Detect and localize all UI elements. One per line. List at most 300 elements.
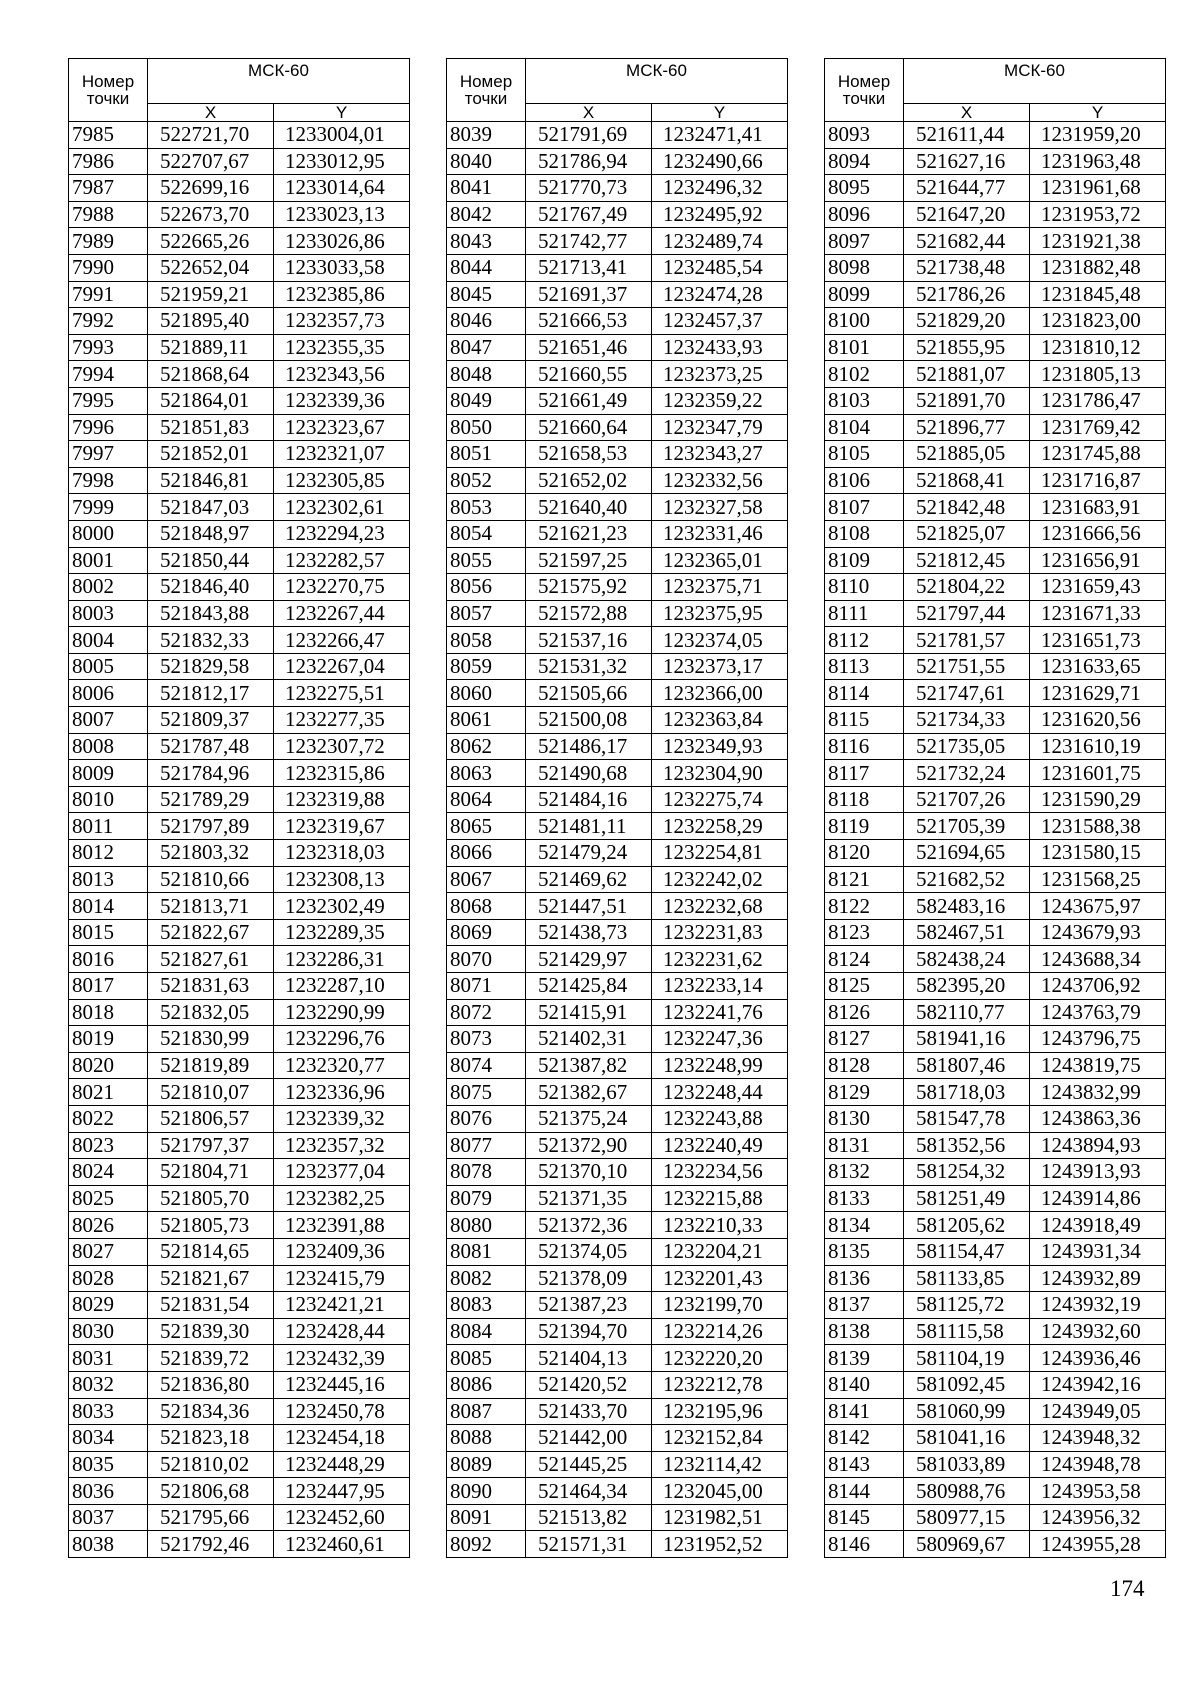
- x-coordinate-cell: 521787,48: [148, 733, 274, 760]
- x-coordinate-cell: 521786,26: [904, 281, 1030, 308]
- x-coordinate-cell: 521420,52: [526, 1371, 652, 1398]
- point-number-cell: 8063: [447, 760, 526, 787]
- y-coordinate-cell: 1232485,54: [652, 254, 788, 281]
- table-row: [447, 1398, 788, 1425]
- x-coordinate-cell: 582395,20: [904, 973, 1030, 1000]
- x-coordinate-cell: 521891,70: [904, 387, 1030, 414]
- x-coordinate-cell: 521713,41: [526, 254, 652, 281]
- x-coordinate-cell: 521804,71: [148, 1159, 274, 1186]
- x-coordinate-cell: 521843,88: [148, 600, 274, 627]
- table-row: [825, 1238, 1166, 1265]
- table-row: [825, 387, 1166, 414]
- table-row: [447, 680, 788, 707]
- y-coordinate-cell: 1232382,25: [274, 1185, 410, 1212]
- point-number-cell: 8084: [447, 1318, 526, 1345]
- point-number-cell: 7991: [69, 281, 148, 308]
- x-coordinate-cell: 521747,61: [904, 680, 1030, 707]
- x-coordinate-cell: 521490,68: [526, 760, 652, 787]
- table-row: [825, 1185, 1166, 1212]
- y-coordinate-cell: 1232460,61: [274, 1531, 410, 1558]
- point-number-cell: 8113: [825, 653, 904, 680]
- point-number-cell: 8048: [447, 361, 526, 388]
- point-number-header: Номер точки: [825, 59, 904, 122]
- y-coordinate-cell: 1232234,56: [652, 1159, 788, 1186]
- table-row: [825, 148, 1166, 175]
- x-coordinate-cell: 521442,00: [526, 1425, 652, 1452]
- table-row: [825, 1265, 1166, 1292]
- x-coordinate-cell: 521781,57: [904, 627, 1030, 654]
- point-number-cell: 8115: [825, 707, 904, 734]
- table-row: [447, 1185, 788, 1212]
- table-row: [447, 733, 788, 760]
- y-coordinate-cell: 1232254,81: [652, 840, 788, 867]
- x-coordinate-cell: 521370,10: [526, 1159, 652, 1186]
- table-row: [825, 1531, 1166, 1558]
- point-number-cell: 8004: [69, 627, 148, 654]
- table-row: [825, 627, 1166, 654]
- point-number-cell: 8034: [69, 1425, 148, 1452]
- table-row: [69, 1345, 410, 1372]
- x-coordinate-cell: 581254,32: [904, 1159, 1030, 1186]
- x-coordinate-cell: 521839,30: [148, 1318, 274, 1345]
- y-coordinate-cell: 1232490,66: [652, 148, 788, 175]
- point-number-cell: 8129: [825, 1079, 904, 1106]
- x-coordinate-cell: 521810,02: [148, 1451, 274, 1478]
- y-coordinate-cell: 1232409,36: [274, 1238, 410, 1265]
- x-coordinate-cell: 521404,13: [526, 1345, 652, 1372]
- coordinates-table-2: [446, 58, 788, 1558]
- point-number-cell: 8058: [447, 627, 526, 654]
- y-coordinate-cell: 1232363,84: [652, 707, 788, 734]
- table-row: [69, 840, 410, 867]
- point-number-cell: 8005: [69, 653, 148, 680]
- x-coordinate-cell: 521868,41: [904, 467, 1030, 494]
- y-coordinate-cell: 1233012,95: [274, 148, 410, 175]
- coordinate-system-header: МСК-60: [904, 59, 1166, 104]
- y-coordinate-cell: 1243763,79: [1030, 999, 1166, 1026]
- point-number-cell: 8047: [447, 334, 526, 361]
- y-coordinate-cell: 1231671,33: [1030, 600, 1166, 627]
- x-coordinate-cell: 521429,97: [526, 946, 652, 973]
- x-coordinate-cell: 522699,16: [148, 175, 274, 202]
- y-coordinate-cell: 1231656,91: [1030, 547, 1166, 574]
- point-number-cell: 8075: [447, 1079, 526, 1106]
- table-row: [69, 281, 410, 308]
- table-row: [825, 254, 1166, 281]
- table-row: [825, 308, 1166, 335]
- point-number-cell: 8008: [69, 733, 148, 760]
- x-coordinate-cell: 521682,52: [904, 866, 1030, 893]
- x-coordinate-cell: 521433,70: [526, 1398, 652, 1425]
- y-coordinate-cell: 1232305,85: [274, 467, 410, 494]
- y-coordinate-cell: 1231961,68: [1030, 175, 1166, 202]
- y-coordinate-cell: 1232343,27: [652, 441, 788, 468]
- y-coordinate-cell: 1232343,56: [274, 361, 410, 388]
- table-row: [69, 308, 410, 335]
- y-coordinate-cell: 1232240,49: [652, 1132, 788, 1159]
- table-row: [447, 600, 788, 627]
- point-number-cell: 8116: [825, 733, 904, 760]
- table-row: [825, 653, 1166, 680]
- y-coordinate-cell: 1232347,79: [652, 414, 788, 441]
- table-row: [69, 760, 410, 787]
- x-coordinate-cell: 521445,25: [526, 1451, 652, 1478]
- x-coordinate-cell: 582110,77: [904, 999, 1030, 1026]
- point-number-cell: 8059: [447, 653, 526, 680]
- y-coordinate-cell: 1232215,88: [652, 1185, 788, 1212]
- point-number-cell: 8119: [825, 813, 904, 840]
- y-coordinate-cell: 1231588,38: [1030, 813, 1166, 840]
- table-row: [447, 334, 788, 361]
- table-row: [825, 760, 1166, 787]
- x-coordinate-cell: 521660,64: [526, 414, 652, 441]
- table-row: [825, 1159, 1166, 1186]
- point-number-cell: 8080: [447, 1212, 526, 1239]
- x-coordinate-cell: 521732,24: [904, 760, 1030, 787]
- y-coordinate-cell: 1231786,47: [1030, 387, 1166, 414]
- point-number-cell: 7985: [69, 122, 148, 149]
- x-coordinate-cell: 521814,65: [148, 1238, 274, 1265]
- table-row: [69, 1185, 410, 1212]
- x-coordinate-cell: 521896,77: [904, 414, 1030, 441]
- point-number-cell: 7994: [69, 361, 148, 388]
- x-coordinate-cell: 521959,21: [148, 281, 274, 308]
- table-row: [825, 919, 1166, 946]
- x-coordinate-cell: 581718,03: [904, 1079, 1030, 1106]
- point-number-cell: 8045: [447, 281, 526, 308]
- point-number-cell: 8099: [825, 281, 904, 308]
- y-coordinate-cell: 1243819,75: [1030, 1052, 1166, 1079]
- point-number-cell: 8025: [69, 1185, 148, 1212]
- x-coordinate-cell: 522665,26: [148, 228, 274, 255]
- point-number-header: Номер точки: [69, 59, 148, 122]
- table-row: [69, 973, 410, 1000]
- point-number-cell: 8141: [825, 1398, 904, 1425]
- point-number-cell: 8051: [447, 441, 526, 468]
- table-row: [69, 1238, 410, 1265]
- y-coordinate-cell: 1232432,39: [274, 1345, 410, 1372]
- point-number-cell: 8074: [447, 1052, 526, 1079]
- point-number-cell: 8136: [825, 1265, 904, 1292]
- point-number-cell: 8103: [825, 387, 904, 414]
- point-number-cell: 8098: [825, 254, 904, 281]
- y-coordinate-cell: 1231590,29: [1030, 786, 1166, 813]
- y-coordinate-cell: 1232375,71: [652, 574, 788, 601]
- x-coordinate-cell: 521661,49: [526, 387, 652, 414]
- x-coordinate-cell: 522721,70: [148, 122, 274, 149]
- table-row: [447, 1478, 788, 1505]
- point-number-cell: 8057: [447, 600, 526, 627]
- point-number-cell: 8088: [447, 1425, 526, 1452]
- y-coordinate-cell: 1232294,23: [274, 520, 410, 547]
- table-row: [447, 1132, 788, 1159]
- table-row: [825, 733, 1166, 760]
- y-coordinate-cell: 1232267,44: [274, 600, 410, 627]
- y-coordinate-cell: 1232320,77: [274, 1052, 410, 1079]
- point-number-cell: 8039: [447, 122, 526, 149]
- y-coordinate-cell: 1232474,28: [652, 281, 788, 308]
- table-row: [69, 1504, 410, 1531]
- point-number-cell: 8105: [825, 441, 904, 468]
- table-row: [825, 893, 1166, 920]
- y-coordinate-cell: 1232336,96: [274, 1079, 410, 1106]
- x-coordinate-cell: 581547,78: [904, 1105, 1030, 1132]
- table-row: [447, 1052, 788, 1079]
- point-number-cell: 8082: [447, 1265, 526, 1292]
- x-coordinate-cell: 521644,77: [904, 175, 1030, 202]
- x-coordinate-cell: 521537,16: [526, 627, 652, 654]
- table-row: [69, 441, 410, 468]
- y-coordinate-cell: 1243675,97: [1030, 893, 1166, 920]
- point-number-cell: 8106: [825, 467, 904, 494]
- table-row: [825, 334, 1166, 361]
- y-coordinate-cell: 1232204,21: [652, 1238, 788, 1265]
- x-coordinate-cell: 521484,16: [526, 786, 652, 813]
- y-coordinate-cell: 1232331,46: [652, 520, 788, 547]
- table-row: [447, 813, 788, 840]
- y-coordinate-cell: 1232045,00: [652, 1478, 788, 1505]
- y-coordinate-cell: 1232308,13: [274, 866, 410, 893]
- table-row: [447, 973, 788, 1000]
- y-coordinate-cell: 1232385,86: [274, 281, 410, 308]
- y-coordinate-cell: 1232270,75: [274, 574, 410, 601]
- point-number-cell: 8108: [825, 520, 904, 547]
- x-coordinate-cell: 521372,90: [526, 1132, 652, 1159]
- x-coordinate-cell: 521836,80: [148, 1371, 274, 1398]
- x-coordinate-cell: 521666,53: [526, 308, 652, 335]
- x-coordinate-cell: 581041,16: [904, 1425, 1030, 1452]
- x-coordinate-cell: 521848,97: [148, 520, 274, 547]
- y-coordinate-cell: 1232231,62: [652, 946, 788, 973]
- table-row: [69, 175, 410, 202]
- y-coordinate-cell: 1232296,76: [274, 1026, 410, 1053]
- y-coordinate-cell: 1232339,32: [274, 1105, 410, 1132]
- table-row: [825, 414, 1166, 441]
- table-row: [447, 627, 788, 654]
- point-number-cell: 8142: [825, 1425, 904, 1452]
- x-coordinate-cell: 521691,37: [526, 281, 652, 308]
- point-number-cell: 8010: [69, 786, 148, 813]
- x-coordinate-cell: 521372,36: [526, 1212, 652, 1239]
- y-coordinate-cell: 1231823,00: [1030, 308, 1166, 335]
- x-coordinate-cell: 521792,46: [148, 1531, 274, 1558]
- table-row: [447, 919, 788, 946]
- point-number-cell: 8042: [447, 201, 526, 228]
- y-coordinate-cell: 1231629,71: [1030, 680, 1166, 707]
- y-coordinate-cell: 1232248,44: [652, 1079, 788, 1106]
- x-coordinate-cell: 521881,07: [904, 361, 1030, 388]
- y-coordinate-cell: 1232114,42: [652, 1451, 788, 1478]
- x-coordinate-cell: 521864,01: [148, 387, 274, 414]
- x-coordinate-cell: 521621,23: [526, 520, 652, 547]
- point-number-cell: 8140: [825, 1371, 904, 1398]
- y-coordinate-cell: 1243948,32: [1030, 1425, 1166, 1452]
- table-row: [69, 1531, 410, 1558]
- y-coordinate-cell: 1232290,99: [274, 999, 410, 1026]
- point-number-cell: 8027: [69, 1238, 148, 1265]
- y-coordinate-cell: 1243688,34: [1030, 946, 1166, 973]
- point-number-cell: 8125: [825, 973, 904, 1000]
- y-coordinate-cell: 1232349,93: [652, 733, 788, 760]
- x-coordinate-cell: 521889,11: [148, 334, 274, 361]
- y-coordinate-cell: 1232258,29: [652, 813, 788, 840]
- x-coordinate-cell: 521505,66: [526, 680, 652, 707]
- point-number-cell: 8013: [69, 866, 148, 893]
- table-row: [69, 1212, 410, 1239]
- y-coordinate-cell: 1232248,99: [652, 1052, 788, 1079]
- table-row: [825, 600, 1166, 627]
- point-number-cell: 8094: [825, 148, 904, 175]
- y-coordinate-cell: 1231666,56: [1030, 520, 1166, 547]
- table-row: [69, 600, 410, 627]
- table-row: [447, 1079, 788, 1106]
- table-row: [447, 999, 788, 1026]
- y-coordinate-cell: 1231683,91: [1030, 494, 1166, 521]
- table-row: [447, 387, 788, 414]
- y-coordinate-cell: 1231982,51: [652, 1504, 788, 1531]
- point-number-cell: 8022: [69, 1105, 148, 1132]
- y-coordinate-cell: 1233023,13: [274, 201, 410, 228]
- y-coordinate-cell: 1232448,29: [274, 1451, 410, 1478]
- table-row: [447, 1265, 788, 1292]
- table-row: [69, 414, 410, 441]
- x-coordinate-cell: 521611,44: [904, 122, 1030, 149]
- table-row: [825, 1478, 1166, 1505]
- y-coordinate-cell: 1232210,33: [652, 1212, 788, 1239]
- table-row: [825, 973, 1166, 1000]
- x-coordinate-cell: 521735,05: [904, 733, 1030, 760]
- y-coordinate-cell: 1232323,67: [274, 414, 410, 441]
- y-coordinate-cell: 1231659,43: [1030, 574, 1166, 601]
- table-row: [69, 1079, 410, 1106]
- x-coordinate-cell: 521513,82: [526, 1504, 652, 1531]
- y-coordinate-cell: 1232247,36: [652, 1026, 788, 1053]
- y-coordinate-cell: 1231580,15: [1030, 840, 1166, 867]
- coordinate-system-header: МСК-60: [526, 59, 788, 104]
- x-coordinate-cell: 521868,64: [148, 361, 274, 388]
- point-number-cell: 8015: [69, 919, 148, 946]
- y-coordinate-cell: 1243832,99: [1030, 1079, 1166, 1106]
- table-row: [447, 547, 788, 574]
- y-coordinate-cell: 1232357,73: [274, 308, 410, 335]
- y-coordinate-cell: 1232433,93: [652, 334, 788, 361]
- point-number-cell: 8110: [825, 574, 904, 601]
- point-number-cell: 8060: [447, 680, 526, 707]
- y-coordinate-cell: 1233033,58: [274, 254, 410, 281]
- point-number-cell: 8144: [825, 1478, 904, 1505]
- table-row: [825, 1371, 1166, 1398]
- point-number-cell: 8081: [447, 1238, 526, 1265]
- table-row: [447, 707, 788, 734]
- x-coordinate-cell: 521812,17: [148, 680, 274, 707]
- point-number-cell: 8132: [825, 1159, 904, 1186]
- point-number-cell: 8118: [825, 786, 904, 813]
- point-number-cell: 8007: [69, 707, 148, 734]
- table-row: [825, 1451, 1166, 1478]
- x-coordinate-cell: 582467,51: [904, 919, 1030, 946]
- y-coordinate-cell: 1232415,79: [274, 1265, 410, 1292]
- y-coordinate-cell: 1243863,36: [1030, 1105, 1166, 1132]
- y-coordinate-cell: 1243948,78: [1030, 1451, 1166, 1478]
- table-row: [447, 175, 788, 202]
- y-coordinate-cell: 1231633,65: [1030, 653, 1166, 680]
- table-row: [69, 122, 410, 149]
- x-coordinate-cell: 521438,73: [526, 919, 652, 946]
- x-coordinate-cell: 521786,94: [526, 148, 652, 175]
- table-row: [825, 1345, 1166, 1372]
- table-row: [447, 1105, 788, 1132]
- y-coordinate-cell: 1243955,28: [1030, 1531, 1166, 1558]
- y-coordinate-cell: 1232332,56: [652, 467, 788, 494]
- y-coordinate-cell: 1231963,48: [1030, 148, 1166, 175]
- x-coordinate-cell: 521795,66: [148, 1504, 274, 1531]
- x-coordinate-cell: 521895,40: [148, 308, 274, 335]
- y-coordinate-cell: 1232359,22: [652, 387, 788, 414]
- x-coordinate-cell: 521378,09: [526, 1265, 652, 1292]
- table-row: [447, 122, 788, 149]
- y-coordinate-cell: 1232339,36: [274, 387, 410, 414]
- point-number-cell: 7995: [69, 387, 148, 414]
- table-row: [69, 228, 410, 255]
- x-coordinate-cell: 521742,77: [526, 228, 652, 255]
- coordinate-system-header: МСК-60: [148, 59, 410, 104]
- y-coordinate-cell: 1232266,47: [274, 627, 410, 654]
- point-number-cell: 7998: [69, 467, 148, 494]
- y-coordinate-cell: 1232242,02: [652, 866, 788, 893]
- point-number-cell: 8055: [447, 547, 526, 574]
- y-coordinate-cell: 1232421,21: [274, 1292, 410, 1319]
- table-row: [825, 1026, 1166, 1053]
- x-coordinate-cell: 521846,40: [148, 574, 274, 601]
- point-number-cell: 8029: [69, 1292, 148, 1319]
- table-row: [69, 574, 410, 601]
- point-number-cell: 8069: [447, 919, 526, 946]
- y-coordinate-cell: 1232366,00: [652, 680, 788, 707]
- x-coordinate-cell: 521531,32: [526, 653, 652, 680]
- point-number-cell: 8001: [69, 547, 148, 574]
- table-row: [447, 1292, 788, 1319]
- x-coordinate-cell: 522673,70: [148, 201, 274, 228]
- point-number-cell: 8143: [825, 1451, 904, 1478]
- point-number-cell: 8064: [447, 786, 526, 813]
- y-coordinate-cell: 1243894,93: [1030, 1132, 1166, 1159]
- point-number-cell: 8043: [447, 228, 526, 255]
- x-coordinate-cell: 521694,65: [904, 840, 1030, 867]
- x-coordinate-cell: 521846,81: [148, 467, 274, 494]
- point-number-cell: 8002: [69, 574, 148, 601]
- y-coordinate-cell: 1243931,34: [1030, 1238, 1166, 1265]
- table-row: [69, 946, 410, 973]
- point-number-cell: 8100: [825, 308, 904, 335]
- x-coordinate-cell: 521810,66: [148, 866, 274, 893]
- y-coordinate-cell: 1232267,04: [274, 653, 410, 680]
- table-row: [825, 1079, 1166, 1106]
- x-coordinate-cell: 521571,31: [526, 1531, 652, 1558]
- y-coordinate-cell: 1231953,72: [1030, 201, 1166, 228]
- y-coordinate-cell: 1232233,14: [652, 973, 788, 1000]
- table-row: [69, 148, 410, 175]
- x-coordinate-cell: 521850,44: [148, 547, 274, 574]
- y-coordinate-cell: 1232315,86: [274, 760, 410, 787]
- table-row: [447, 840, 788, 867]
- point-number-cell: 8033: [69, 1398, 148, 1425]
- point-number-cell: 8090: [447, 1478, 526, 1505]
- x-coordinate-cell: 521652,02: [526, 467, 652, 494]
- table-row: [447, 1238, 788, 1265]
- table-row: [69, 361, 410, 388]
- table-row: [447, 361, 788, 388]
- table-row: [447, 148, 788, 175]
